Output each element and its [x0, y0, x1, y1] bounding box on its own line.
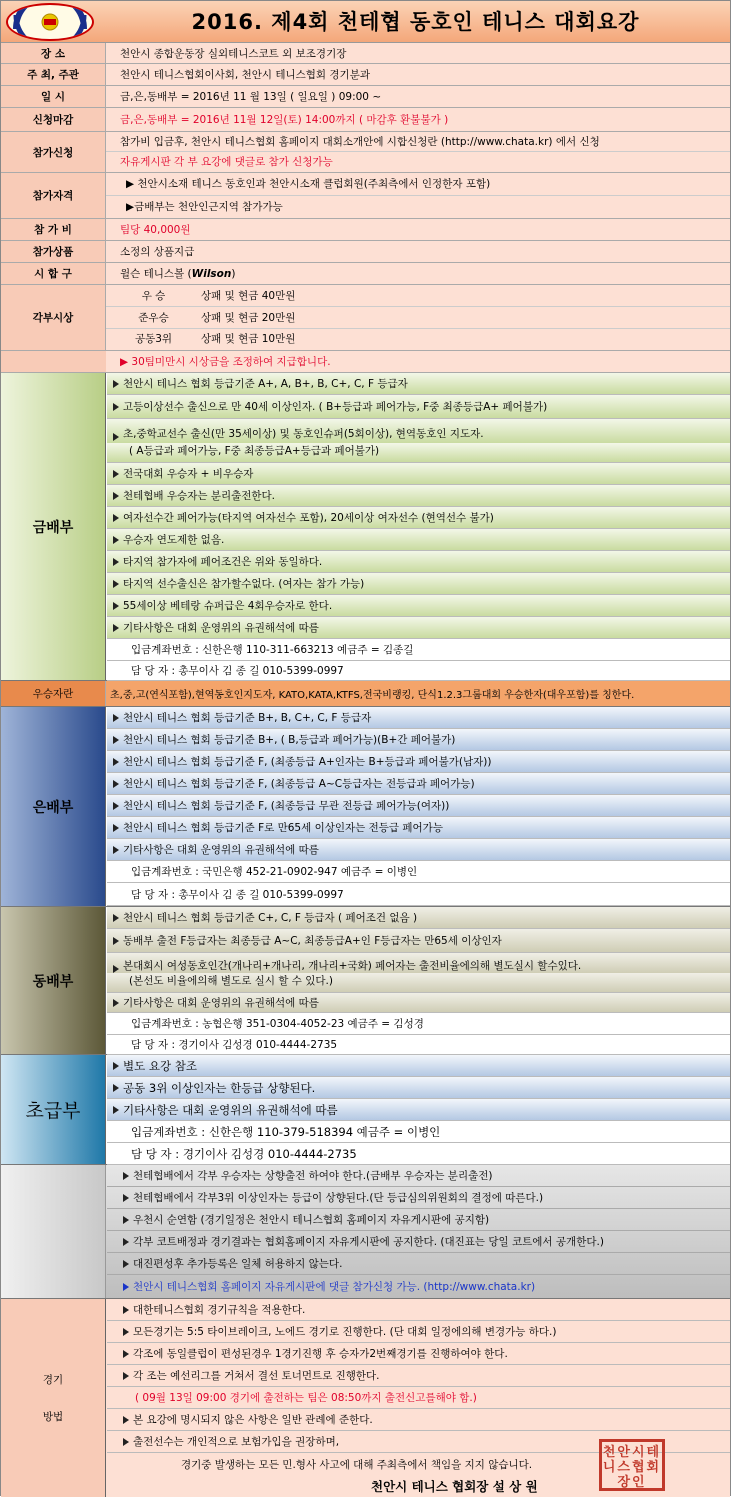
- info-value: 천안시 종합운동장 실외테니스코트 외 보조경기장: [106, 43, 730, 63]
- info-label: 시 합 구: [1, 263, 106, 284]
- bullet-arrow-icon: [113, 536, 119, 544]
- bullet-arrow-icon: [123, 1328, 129, 1336]
- line-text: 담 당 자 : 경기이사 김성경 010-4444-2735: [131, 1039, 338, 1051]
- line-text: 천테협배에서 각부3위 이상인자는 등급이 상향된다.(단 등급심의위원회의 결정에 따른다.): [133, 1192, 544, 1204]
- info-value: 금,은,동배부 = 2016년 11 월 13일 ( 일요일 ) 09:00 ~: [106, 86, 730, 107]
- info-value: 팀당 40,000원: [106, 219, 730, 240]
- bullet-arrow-icon: [113, 937, 119, 945]
- section-line: [107, 443, 730, 463]
- section-line: [107, 729, 730, 751]
- bronze-account: [107, 1013, 730, 1035]
- prize-note: ▶ 30팀미만시 시상금을 조정하여 지급합니다.: [106, 351, 730, 372]
- line-text: 경기중 발생하는 모든 민.형사 사고에 대해 주최측에서 책임을 지지 않습니다.: [181, 1458, 533, 1471]
- beginner-section: [1, 1055, 730, 1165]
- silver-account: [107, 861, 730, 883]
- line-text: 천안시 테니스 협회 등급기준 F, (최종등급 A~C등급자는 전등급과 페어가능): [123, 778, 475, 790]
- info-label: 일 시: [1, 86, 106, 107]
- gold-manager: [107, 661, 730, 681]
- prize-note-row: [1, 351, 730, 373]
- prize-item: [106, 307, 730, 329]
- bullet-arrow-icon: [113, 846, 119, 854]
- info-label: 주 최, 주관: [1, 64, 106, 85]
- bullet-arrow-icon: [113, 999, 119, 1007]
- line-text: 천안시 테니스 협회장 설 상 원: [371, 1479, 538, 1494]
- section-line: [107, 1077, 730, 1099]
- gold-account: [107, 639, 730, 661]
- line-text: 천안시 테니스 협회 등급기준 A+, A, B+, B, C+, C, F 등급자: [123, 378, 408, 390]
- bullet-arrow-icon: [123, 1194, 129, 1202]
- prize-rank: 준우승: [138, 312, 169, 324]
- section-line: [107, 795, 730, 817]
- line-text: 천안시 테니스 협회 등급기준 B+, B, C+, C, F 등급자: [123, 712, 372, 724]
- method-label-cell: [1, 1299, 106, 1497]
- section-line: [107, 839, 730, 861]
- line-text: 기타사항은 대회 운영위의 유권해석에 따름: [123, 1102, 338, 1117]
- bullet-arrow-icon: [113, 492, 119, 500]
- bullet-arrow-icon: [113, 380, 119, 388]
- silver-label: 은배부: [32, 799, 74, 816]
- line-text: 우천시 순연함 (경기일정은 천안시 테니스협회 홈페이지 자유게시판에 공지함): [133, 1214, 490, 1226]
- section-line: [107, 1231, 730, 1253]
- info-row-date: [1, 86, 730, 108]
- prize-value: 상패 및 현금 10만원: [201, 333, 296, 345]
- bullet-arrow-icon: [123, 1306, 129, 1314]
- section-line: [107, 707, 730, 729]
- line-text: 각부 코트배정과 경기결과는 협회홈페이지 자유게시판에 공지한다. (대진표는 당일 코트에서 공개한다.): [133, 1236, 604, 1248]
- bullet-arrow-icon: [113, 736, 119, 744]
- silver-lines: [107, 707, 730, 906]
- section-line: [107, 395, 730, 419]
- line-text: 출전선수는 개인적으로 보험가입을 권장하며,: [133, 1436, 340, 1448]
- bullet-arrow-icon: [123, 1260, 129, 1268]
- info-label: 신청마감: [1, 108, 106, 131]
- section-line: [107, 1275, 730, 1298]
- line-text: 천안시 테니스 협회 등급기준 F, (최종등급 무관 전등급 페어가능(여자)): [123, 800, 450, 812]
- line-text: 천안시 테니스 협회 등급기준 F로 만65세 이상인자는 전등급 페어가능: [123, 822, 443, 834]
- line-text: 대한테니스협회 경기규칙을 적용한다.: [133, 1304, 306, 1316]
- section-line: [107, 817, 730, 839]
- line-text: 고등이상선수 출신으로 만 40세 이상인자. ( B+등급과 페어가능, F중 최종등급A+ 페어불가): [123, 401, 548, 413]
- line-text: 본 요강에 명시되지 않은 사항은 일반 관례에 준한다.: [133, 1414, 373, 1426]
- section-line: [107, 617, 730, 639]
- bullet-arrow-icon: [113, 602, 119, 610]
- bullet-arrow-icon: [123, 1283, 129, 1291]
- info-row-apply: [1, 132, 730, 173]
- line-text: 타지역 선수출신은 참가할수없다. (여자는 참가 가능): [123, 578, 365, 590]
- line-text: 입금계좌번호 : 신한은행 110-311-663213 예금주 = 김종길: [131, 644, 414, 656]
- bullet-arrow-icon: [123, 1172, 129, 1180]
- line-text: 타지역 참가자에 페어조건은 위와 동일하다.: [123, 556, 323, 568]
- eligibility-text: ▶ 천안시소재 테니스 동호인과 천안시소재 클럽회원(주최측에서 인정한자 포함): [106, 173, 730, 196]
- section-line: [107, 773, 730, 795]
- line-text: 입금계좌번호 : 신한은행 110-379-518394 예금주 = 이병인: [131, 1124, 441, 1139]
- section-line: [107, 1299, 730, 1321]
- logo: [6, 3, 94, 41]
- bronze-label: 동배부: [32, 973, 74, 990]
- line-text: 기타사항은 대회 운영위의 유권해석에 따름: [123, 997, 319, 1009]
- gold-lines: [107, 373, 730, 680]
- line-text: 천테협배에서 각부 우승자는 상향출전 하여야 한다.(금배부 우승자는 분리출전): [133, 1170, 493, 1182]
- line-text: 기타사항은 대회 운영위의 유권해석에 따름: [123, 622, 319, 634]
- notes-label-cell: [1, 1165, 106, 1298]
- line-text: (본선도 비율에의해 별도로 실시 할 수 있다.): [129, 975, 333, 987]
- eligibility-text-2: ▶금배부는 천안인근지역 참가가능: [126, 201, 283, 213]
- info-label: 참가상품: [1, 241, 106, 262]
- line-text: ( 09월 13일 09:00 경기에 출전하는 팀은 08:50까지 출전신고를해야 함.): [135, 1392, 477, 1404]
- bullet-arrow-icon: [113, 824, 119, 832]
- section-line: [107, 1365, 730, 1387]
- section-line: [107, 1165, 730, 1187]
- prize-rank: 우 승: [141, 290, 166, 302]
- bullet-arrow-icon: [113, 403, 119, 411]
- official-seal: 천안시테니스협회장인: [599, 1439, 665, 1491]
- line-text: 전국대회 우승자 + 비우승자: [123, 468, 254, 480]
- line-text: 담 당 자 : 경기이사 김성경 010-4444-2735: [131, 1146, 357, 1161]
- section-line: [107, 907, 730, 929]
- bronze-section: [1, 907, 730, 1055]
- prize-value: 상패 및 현금 20만원: [201, 312, 296, 324]
- line-text: 천테협배 우승자는 분리출전한다.: [123, 490, 276, 502]
- bullet-arrow-icon: [113, 1106, 119, 1114]
- info-row-host: [1, 64, 730, 86]
- silver-manager: [107, 883, 730, 906]
- silver-section: [1, 707, 730, 907]
- bullet-arrow-icon: [113, 714, 119, 722]
- method-label-1: 경기: [42, 1374, 64, 1386]
- section-line: [107, 751, 730, 773]
- info-row-deadline: [1, 108, 730, 132]
- section-line: [107, 595, 730, 617]
- ball-text-end: ): [231, 267, 236, 280]
- bronze-lines: [107, 907, 730, 1054]
- section-line: [107, 485, 730, 507]
- header: [1, 1, 730, 43]
- apply-comment-text: 자유게시판 각 부 요강에 댓글로 참가 신청가능: [120, 156, 333, 168]
- section-line: [107, 573, 730, 595]
- silver-label-cell: [1, 707, 106, 906]
- winner-def-row: [1, 681, 730, 707]
- bronze-manager: [107, 1035, 730, 1055]
- bullet-arrow-icon: [113, 780, 119, 788]
- info-row-eligibility: [1, 173, 730, 219]
- line-text: 모든경기는 5:5 타이브레이크, 노에드 경기로 진행한다. (단 대회 일정에의해 변경가능 하다.): [133, 1326, 557, 1338]
- prize-rank: 공동3위: [134, 333, 173, 345]
- section-line: [107, 953, 730, 973]
- beginner-label: 초급부: [25, 1100, 81, 1122]
- ball-text: 윌슨 테니스볼 (: [120, 268, 192, 280]
- bullet-arrow-icon: [113, 758, 119, 766]
- line-text: 동배부 출전 F등급자는 최종등급 A~C, 최종등급A+인 F등급자는 만65세 이상인자: [123, 935, 502, 947]
- notes-lines: [107, 1165, 730, 1298]
- section-line: [107, 551, 730, 573]
- info-label: 장 소: [1, 43, 106, 63]
- bullet-arrow-icon: [113, 433, 119, 441]
- section-line: [107, 1055, 730, 1077]
- prizes-label: 각부시상: [1, 285, 106, 350]
- prize-item: [106, 285, 730, 307]
- bronze-label-cell: [1, 907, 106, 1054]
- section-line: [107, 1321, 730, 1343]
- section-line: [107, 1253, 730, 1275]
- bullet-arrow-icon: [123, 1216, 129, 1224]
- info-row-gift: [1, 241, 730, 263]
- line-text: 각 조는 예선리그를 거쳐서 결선 토너먼트로 진행한다.: [133, 1370, 380, 1382]
- prize-note-spacer: [1, 351, 106, 372]
- line-text: 천안시 테니스협회 홈페이지 자유게시판에 댓글 참가신청 가능. (http://www.chata.kr): [133, 1281, 536, 1293]
- section-line: [107, 373, 730, 395]
- section-line: [107, 419, 730, 443]
- line-text: 담 당 자 : 총무이사 김 종 길 010-5399-0997: [131, 888, 344, 901]
- section-line: [107, 463, 730, 485]
- line-text: 담 당 자 : 총무이사 김 종 길 010-5399-0997: [131, 665, 344, 677]
- section-line: [107, 529, 730, 551]
- section-line: [107, 929, 730, 953]
- beginner-manager: [107, 1143, 730, 1165]
- section-line: [107, 1409, 730, 1431]
- winner-def-value: 초,중,고(연식포함),현역동호인지도자, KATO,KATA,KTFS,전국비랭킹, 단식1.2.3그룹대회 우승한자(대우포함)를 칭한다.: [110, 690, 635, 701]
- line-text: ( A등급과 페어가능, F중 최종등급A+등급과 페어불가): [129, 445, 380, 457]
- bullet-arrow-icon: [123, 1416, 129, 1424]
- bullet-arrow-icon: [123, 1350, 129, 1358]
- info-value: 금,은,동배부 = 2016년 11월 12일(토) 14:00까지 ( 마감후 환불불가 ): [106, 108, 730, 131]
- bullet-arrow-icon: [113, 1062, 119, 1070]
- section-line: [107, 993, 730, 1013]
- info-value: 천안시 테니스협회이사회, 천안시 테니스협회 경기분과: [106, 64, 730, 85]
- apply-text: 참가비 입금후, 천안시 테니스협회 홈페이지 대회소개안에 시합신청란 (http://www.chata.kr) 에서 신청: [106, 132, 730, 152]
- ball-brand: Wilson: [191, 267, 232, 280]
- beginner-lines: [107, 1055, 730, 1164]
- bullet-arrow-icon: [113, 580, 119, 588]
- bullet-arrow-icon: [113, 1084, 119, 1092]
- bullet-arrow-icon: [123, 1438, 129, 1446]
- line-text: 천안시 테니스 협회 등급기준 C+, C, F 등급자 ( 페어조건 없음 ): [123, 912, 418, 924]
- info-value: 소정의 상품지급: [106, 241, 730, 262]
- bullet-arrow-icon: [113, 802, 119, 810]
- line-text: 대진편성후 추가등록은 일체 허용하지 않는다.: [133, 1258, 343, 1270]
- bullet-arrow-icon: [113, 914, 119, 922]
- prizes-row: [1, 285, 730, 351]
- line-text: 여자선수간 페어가능(타지역 여자선수 포함), 20세이상 여자선수 (현역선수 불가): [123, 512, 494, 524]
- tennis-logo-icon: [8, 5, 92, 39]
- bullet-arrow-icon: [113, 558, 119, 566]
- bullet-arrow-icon: [113, 965, 119, 973]
- beginner-account: [107, 1121, 730, 1143]
- line-text: 각조에 동일클럽이 편성된경우 1경기진행 후 승자가2번째경기를 진행하여야 한다.: [133, 1348, 508, 1360]
- line-text: 별도 요강 참조: [123, 1058, 197, 1073]
- info-row-ball: [1, 263, 730, 285]
- line-text: 천안시 테니스 협회 등급기준 F, (최종등급 A+인자는 B+등급과 페어불가(남자)): [123, 756, 492, 768]
- winner-def-label: 우승자란: [1, 681, 106, 706]
- section-line: [107, 507, 730, 529]
- beginner-label-cell: [1, 1055, 106, 1164]
- section-line: [107, 1099, 730, 1121]
- method-section: [1, 1299, 730, 1497]
- line-text: 기타사항은 대회 운영위의 유권해석에 따름: [123, 844, 319, 856]
- section-line: [107, 1387, 730, 1409]
- info-row-venue: [1, 43, 730, 64]
- method-label-2: 방법: [42, 1411, 64, 1423]
- bullet-arrow-icon: [113, 470, 119, 478]
- line-text: 천안시 테니스 협회 등급기준 B+, ( B,등급과 페어가능)(B+간 페어불가): [123, 734, 456, 746]
- section-line: [107, 1209, 730, 1231]
- line-text: 입금계좌번호 : 농협은행 351-0304-4052-23 예금주 = 김성경: [131, 1018, 424, 1030]
- section-line: [107, 1187, 730, 1209]
- notes-section: [1, 1165, 730, 1299]
- gold-label-cell: [1, 373, 106, 680]
- bullet-arrow-icon: [123, 1238, 129, 1246]
- line-text: 우승자 연도제한 없음.: [123, 534, 225, 546]
- info-label: 참 가 비: [1, 219, 106, 240]
- gold-section: [1, 373, 730, 681]
- prize-item: [106, 329, 730, 350]
- line-text: 55세이상 베테랑 슈퍼급은 4회우승자로 한다.: [123, 600, 333, 612]
- bullet-arrow-icon: [113, 514, 119, 522]
- bullet-arrow-icon: [123, 1372, 129, 1380]
- line-text: 입금계좌번호 : 국민은행 452-21-0902-947 예금주 = 이병인: [131, 866, 418, 878]
- info-row-fee: [1, 219, 730, 241]
- info-label: 참가신청: [1, 132, 106, 172]
- page-title: 2016. 제4회 천테협 동호인 테니스 대회요강: [191, 10, 640, 34]
- line-text: 초,중학교선수 출신(만 35세이상) 및 동호인슈퍼(5회이상), 현역동호인 지도자.: [123, 428, 484, 440]
- bullet-arrow-icon: [113, 624, 119, 632]
- line-text: 본대회시 여성동호인간(개나리+개나리, 개나리+국화) 페어자는 출전비율에의해 별도실시 할수있다.: [123, 960, 582, 972]
- info-label: 참가자격: [1, 173, 106, 218]
- section-line: [107, 1343, 730, 1365]
- section-line: [107, 973, 730, 993]
- prize-value: 상패 및 현금 40만원: [201, 290, 296, 302]
- gold-label: 금배부: [32, 519, 74, 536]
- line-text: 공동 3위 이상인자는 한등급 상향된다.: [123, 1080, 316, 1095]
